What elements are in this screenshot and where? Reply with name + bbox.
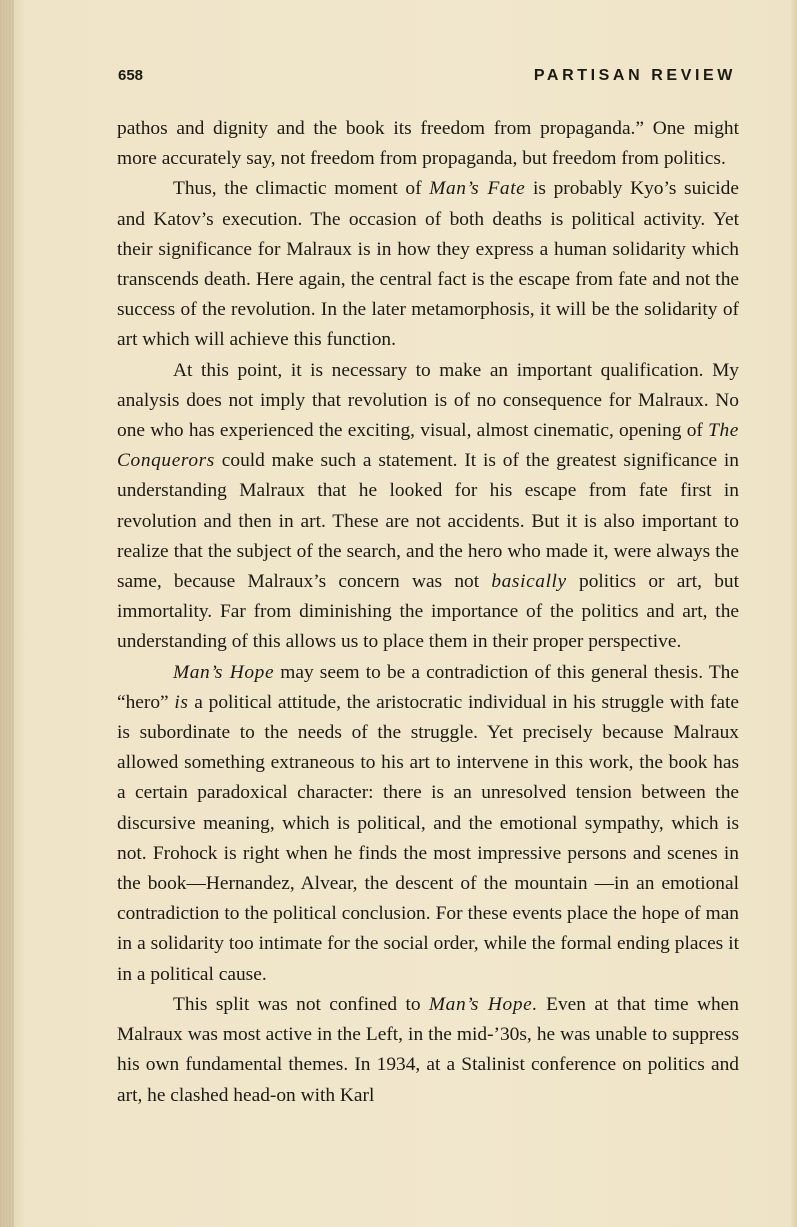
text-run: At this point, it is necessary to make an important qualification. My analysis does not imply that revolution is of no consequence for Malraux. No one who has experienced the exciting, visual, almost cinematic, opening of <box>117 359 739 442</box>
book-title: Man’s Hope <box>173 661 275 683</box>
book-title: Man’s Fate <box>429 178 526 200</box>
body-text <box>117 114 739 1111</box>
paragraph <box>117 356 739 658</box>
emphasis: basically <box>491 571 567 593</box>
running-head: PARTISAN REVIEW <box>533 67 736 84</box>
text-run: Even at that time when Malraux was most active in the Left, in the mid-’30s, he was unable to suppress his own fundamental themes. In 1934, at a Stalinist conference on politics and art, he clashed head-on with Karl <box>117 993 739 1106</box>
text-run: This split was not confined to <box>173 993 429 1015</box>
paragraph <box>117 174 739 355</box>
text-run: politics or art, but immortality. Far from diminishing the importance of the politics and art, the understanding of this allows us to place them in their proper perspective. <box>117 571 739 653</box>
text-run: pathos and dignity and the book its freedom from propaganda.” One might more accurately say, not freedom from propaganda, but freedom from politics. <box>117 118 739 170</box>
book-title: The Conquerors <box>117 420 739 472</box>
book-title: Man’s Hope. <box>428 993 538 1015</box>
text-run: is probably Kyo’s suicide and Katov’s execution. The occasion of both deaths is political activity. Yet their significance for Malraux is in how they express a human solidarity which transcends death. Here again, the central fact is the escape from fate and not the success of the revolution. In the later metamorphosis, it will be the solidarity of art which will achieve this function. <box>117 178 739 351</box>
text-run: could make such a statement. It is of the greatest significance in understanding Malraux that he looked for his escape from fate first in revolution and then in art. These are not accidents. But it is also important to realize that the subject of the search, and the hero who made it, were always the same, because Malraux’s concern was not <box>117 450 739 593</box>
text-run: a political attitude, the aristocratic individual in his struggle with fate is subordinate to the needs of the struggle. Yet precisely because Malraux allowed something extraneous to his art to intervene in this work, the book has a certain paradoxical character: there is an unresolved tension between the discursive meaning, which is political, and the emotional sympathy, which is not. Frohock is right when he finds the most impressive persons and scenes in the book—Hernandez, Alvear, the descent of the mountain —in an emotional contradiction to the political conclusion. For these events place the hope of man in a solidarity too intimate for the social order, while the formal ending places it in a political cause. <box>117 691 740 985</box>
text-run: Thus, the climactic moment of <box>173 178 430 200</box>
paragraph <box>117 658 739 990</box>
page-header <box>118 67 736 91</box>
paragraph <box>117 990 739 1111</box>
page-edge <box>791 0 797 1227</box>
text-run: may seem to be a contradiction of this general thesis. The “hero” <box>117 661 739 713</box>
emphasis: is <box>174 691 189 713</box>
page-number: 658 <box>118 67 144 84</box>
paragraph <box>117 114 739 174</box>
page-spine-shadow <box>0 0 14 1227</box>
